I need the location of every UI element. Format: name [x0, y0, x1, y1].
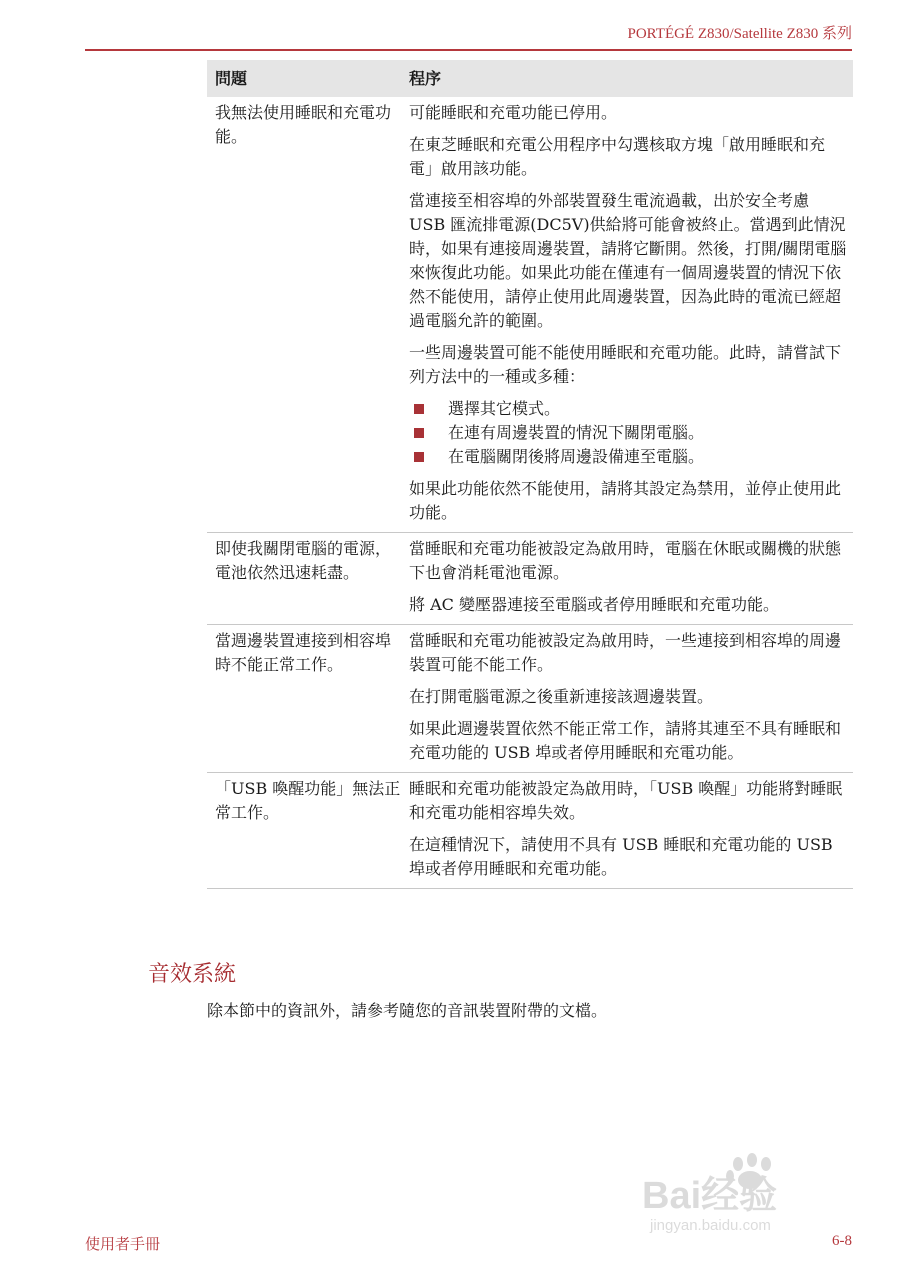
procedure-paragraph: 當睡眠和充電功能被設定為啟用時，一些連接到相容埠的周邊裝置可能不能工作。: [409, 631, 842, 674]
procedure-cell: [403, 101, 853, 527]
procedure-paragraph: 如果此週邊裝置依然不能正常工作，請將其連至不具有睡眠和充電功能的 USB 埠或者停用睡眠和充電功能。: [409, 719, 842, 762]
procedure-bullet-list: [409, 397, 847, 469]
table-header: [207, 60, 853, 97]
column-header-procedure: 程序: [409, 68, 442, 88]
watermark-brand: Bai经验: [642, 1175, 778, 1217]
list-item: [409, 445, 847, 469]
header-divider: [85, 49, 852, 51]
procedure-paragraph: 如果此功能依然不能使用，請將其設定為禁用，並停止使用此功能。: [409, 479, 842, 522]
procedure-paragraph: 在打開電腦電源之後重新連接該週邊裝置。: [409, 687, 714, 706]
problem-cell: 「USB 喚醒功能」無法正常工作。: [215, 779, 401, 822]
procedure-paragraph: 睡眠和充電功能被設定為啟用時，「USB 喚醒」功能將對睡眠和充電功能相容埠失效。: [409, 779, 843, 822]
list-item: [409, 397, 847, 421]
procedure-cell: [403, 629, 853, 767]
column-header-problem: 問題: [215, 68, 248, 88]
problem-cell: 當週邊裝置連接到相容埠時不能正常工作。: [215, 631, 392, 674]
procedure-paragraph: 當睡眠和充電功能被設定為啟用時，電腦在休眠或關機的狀態下也會消耗電池電源。: [409, 539, 842, 582]
baidu-watermark-logo: [640, 1150, 855, 1235]
table-row: [207, 533, 853, 625]
procedure-paragraph: 在這種情況下，請使用不具有 USB 睡眠和充電功能的 USB 埠或者停用睡眠和充電功能。: [409, 835, 833, 878]
section-heading: 音效系統: [148, 962, 237, 987]
problem-cell: 即使我關閉電腦的電源，電池依然迅速耗盡。: [215, 539, 392, 582]
table-row: [207, 773, 853, 889]
procedure-paragraph: 一些周邊裝置可能不能使用睡眠和充電功能。此時，請嘗試下列方法中的一種或多種：: [409, 343, 842, 386]
square-bullet-icon: [414, 428, 424, 438]
page-number: 6-8: [832, 1233, 852, 1249]
procedure-paragraph: 當連接至相容埠的外部裝置發生電流過載，出於安全考慮 USB 匯流排電源(DC5V)供給將可能會被終止。當遇到此情況時，如果有連接周邊裝置，請將它斷開。然後，打開/關閉電腦來恢復此功能。如果此功能在僅連有一個周邊裝置的情況下依然不能使用，請停止使用此周邊裝置，因為此時的電流已經超過電腦允許的範圍。: [409, 191, 847, 330]
troubleshooting-table: [207, 60, 853, 889]
table-row: [207, 97, 853, 533]
section-paragraph: 除本節中的資訊外，請參考隨您的音訊裝置附帶的文檔。: [207, 1001, 608, 1020]
bullet-text: 選擇其它模式。: [448, 399, 561, 418]
running-header: PORTÉGÉ Z830/Satellite Z830 系列: [627, 26, 852, 42]
list-item: [409, 421, 847, 445]
procedure-paragraph: 將 AC 變壓器連接至電腦或者停用睡眠和充電功能。: [409, 595, 779, 614]
procedure-cell: [403, 537, 853, 619]
problem-cell: 我無法使用睡眠和充電功能。: [215, 103, 392, 146]
square-bullet-icon: [414, 404, 424, 414]
bullet-text: 在電腦關閉後將周邊設備連至電腦。: [448, 447, 705, 466]
bullet-text: 在連有周邊裝置的情況下關閉電腦。: [448, 423, 705, 442]
procedure-cell: [403, 777, 853, 883]
procedure-paragraph: 在東芝睡眠和充電公用程序中勾選核取方塊「啟用睡眠和充電」啟用該功能。: [409, 135, 826, 178]
procedure-paragraph: 可能睡眠和充電功能已停用。: [409, 103, 618, 122]
table-row: [207, 625, 853, 773]
square-bullet-icon: [414, 452, 424, 462]
watermark-url: jingyan.baidu.com: [650, 1217, 771, 1234]
footer-manual-title: 使用者手冊: [85, 1235, 161, 1253]
